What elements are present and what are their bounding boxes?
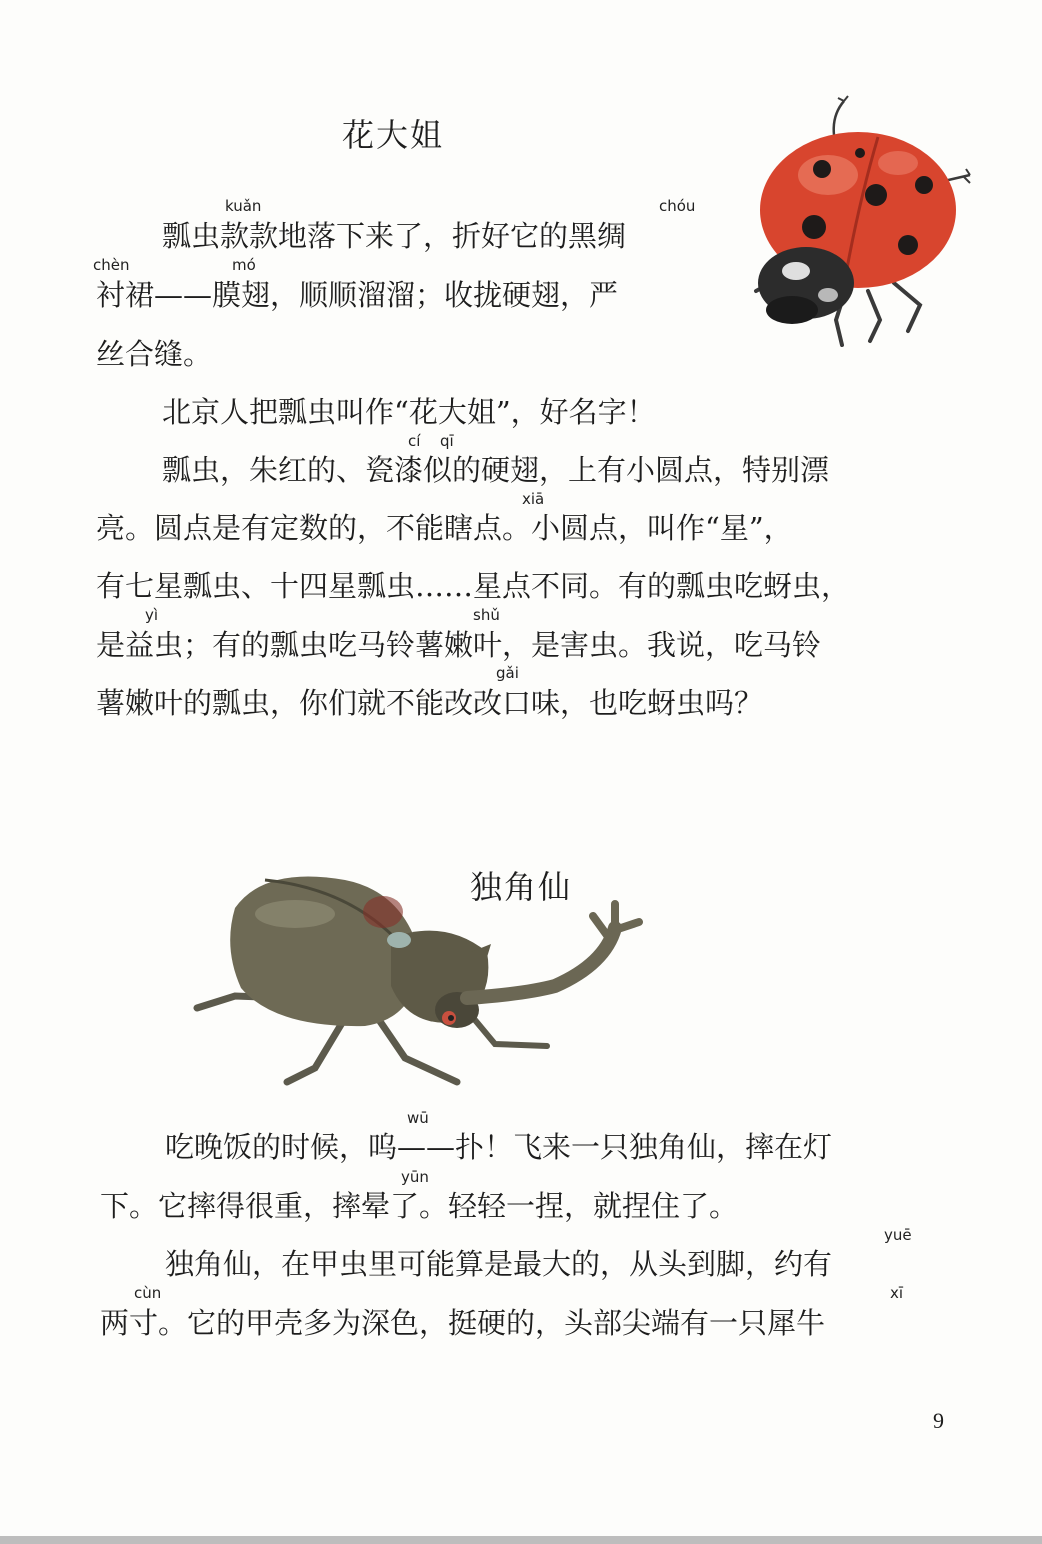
pinyin-yi: yì bbox=[145, 606, 159, 624]
pinyin-cun: cùn bbox=[134, 1284, 162, 1302]
ladybug-illustration bbox=[748, 95, 978, 355]
paragraph-1-line-2: 衬裙——膜翅，顺顺溜溜；收拢硬翅，严 bbox=[96, 278, 619, 312]
pinyin-shu: shǔ bbox=[473, 606, 500, 624]
section-title-beetle: 独角仙 bbox=[470, 868, 573, 906]
section-title-ladybug: 花大姐 bbox=[342, 116, 445, 154]
paragraph-3-line-2: 亮。圆点是有定数的，不能瞎点。小圆点，叫作“星”， bbox=[96, 511, 793, 545]
paragraph-4-line-2: 下。它摔得很重，摔晕了。轻轻一捏，就捏住了。 bbox=[100, 1189, 739, 1223]
rhinoceros-beetle-illustration bbox=[195, 868, 655, 1098]
paragraph-4-line-1: 吃晚饭的时候，呜——扑！飞来一只独角仙，摔在灯 bbox=[165, 1130, 833, 1164]
paragraph-5-line-1: 独角仙，在甲虫里可能算是最大的，从头到脚，约有 bbox=[165, 1247, 833, 1281]
paragraph-1-line-1: 瓢虫款款地落下来了，折好它的黑绸 bbox=[162, 219, 627, 253]
page-bottom-edge bbox=[0, 1536, 1042, 1544]
pinyin-kuan: kuǎn bbox=[225, 197, 262, 215]
paragraph-3-line-3: 有七星瓢虫、十四星瓢虫……星点不同。有的瓢虫吃蚜虫， bbox=[96, 569, 851, 603]
paragraph-2: 北京人把瓢虫叫作“花大姐”，好名字！ bbox=[162, 395, 656, 429]
pinyin-gai: gǎi bbox=[496, 664, 519, 682]
paragraph-1-line-3: 丝合缝。 bbox=[96, 337, 213, 371]
pinyin-xi: xī bbox=[890, 1284, 904, 1302]
paragraph-5-line-2: 两寸。它的甲壳多为深色，挺硬的，头部尖端有一只犀牛 bbox=[100, 1306, 826, 1340]
pinyin-qi: qī bbox=[440, 432, 454, 450]
page-number: 9 bbox=[933, 1408, 944, 1433]
paragraph-3-line-1: 瓢虫，朱红的、瓷漆似的硬翅，上有小圆点，特别漂 bbox=[162, 453, 830, 487]
pinyin-yue: yuē bbox=[884, 1226, 912, 1244]
pinyin-xia: xiā bbox=[522, 490, 545, 508]
pinyin-mo: mó bbox=[232, 256, 256, 274]
pinyin-chen: chèn bbox=[93, 256, 130, 274]
pinyin-chou: chóu bbox=[659, 197, 696, 215]
pinyin-wu: wū bbox=[407, 1109, 429, 1127]
paragraph-3-line-4: 是益虫；有的瓢虫吃马铃薯嫩叶，是害虫。我说，吃马铃 bbox=[96, 628, 822, 662]
pinyin-yun: yūn bbox=[401, 1168, 429, 1186]
paragraph-3-line-5: 薯嫩叶的瓢虫，你们就不能改改口味，也吃蚜虫吗？ bbox=[96, 686, 764, 720]
pinyin-ci: cí bbox=[408, 432, 421, 450]
